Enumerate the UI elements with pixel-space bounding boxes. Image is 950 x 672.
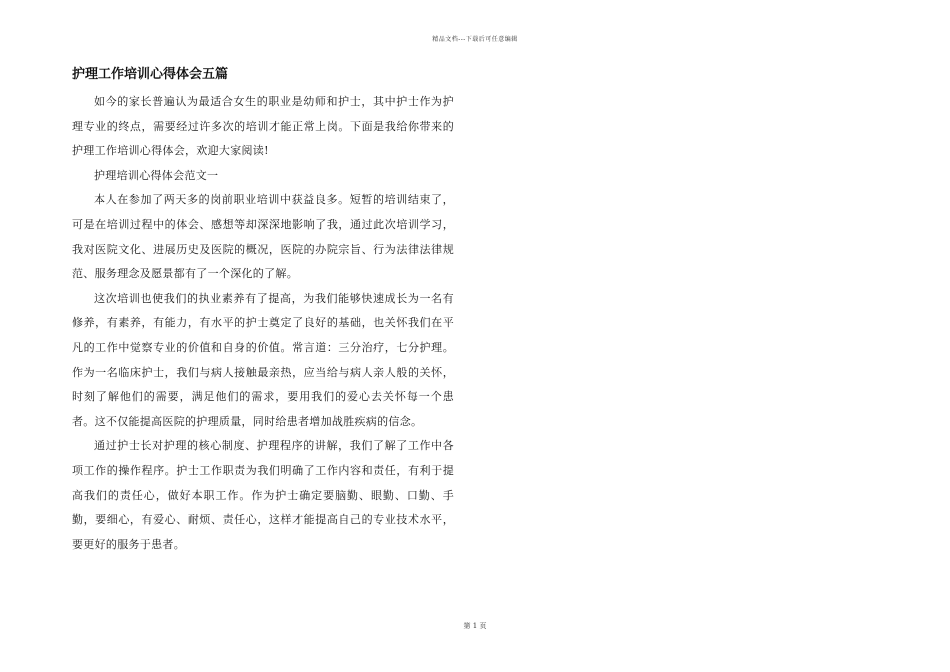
section-heading: 护理培训心得体会范文一 — [94, 168, 219, 182]
document-title: 护理工作培训心得体会五篇 — [72, 67, 229, 82]
paragraph: 通过护士长对护理的核心制度、护理程序的讲解，我们了解了工作中各项工作的操作程序。护士工作职责为我们明确了工作内容和责任，有利于提高我们的责任心，做好本职工作。作为护士确定要脑勤、眼勤、口勤、手勤，要细心，有爱心、耐烦、责任心，这样才能提高自己的专业技术水平，要更好的服务于患者。 — [72, 439, 454, 551]
paragraph-intro: 如今的家长普遍认为最适合女生的职业是幼师和护士，其中护士作为护理专业的终点，需要经过许多次的培训才能正常上岗。下面是我给你带来的护理工作培训心得体会，欢迎大家阅读! — [72, 95, 454, 158]
page-header: 精品文档---下载后可任意编辑 — [432, 36, 518, 43]
document-body — [72, 66, 454, 557]
page-number: 第 1 页 — [463, 622, 487, 630]
paragraph: 本人在参加了两天多的岗前职业培训中获益良多。短暂的培训结束了，可是在培训过程中的体会、感想等却深深地影响了我，通过此次培训学习，我对医院文化、进展历史及医院的概况，医院的办院宗旨、行为法律法律规范、服务理念及愿景都有了一个深化的了解。 — [72, 193, 454, 281]
paragraph: 这次培训也使我们的执业素养有了提高，为我们能够快速成长为一名有修养，有素养，有能力，有水平的护士奠定了良好的基础，也关怀我们在平凡的工作中觉察专业的价值和自身的价值。常言道：三分治疗，七分护理。作为一名临床护士，我们与病人接触最亲热，应当给与病人亲人般的关怀，时刻了解他们的需要，满足他们的需求，要用我们的爱心去关怀每一个患者。这不仅能提高医院的护理质量，同时给患者增加战胜疾病的信念。 — [72, 291, 454, 428]
